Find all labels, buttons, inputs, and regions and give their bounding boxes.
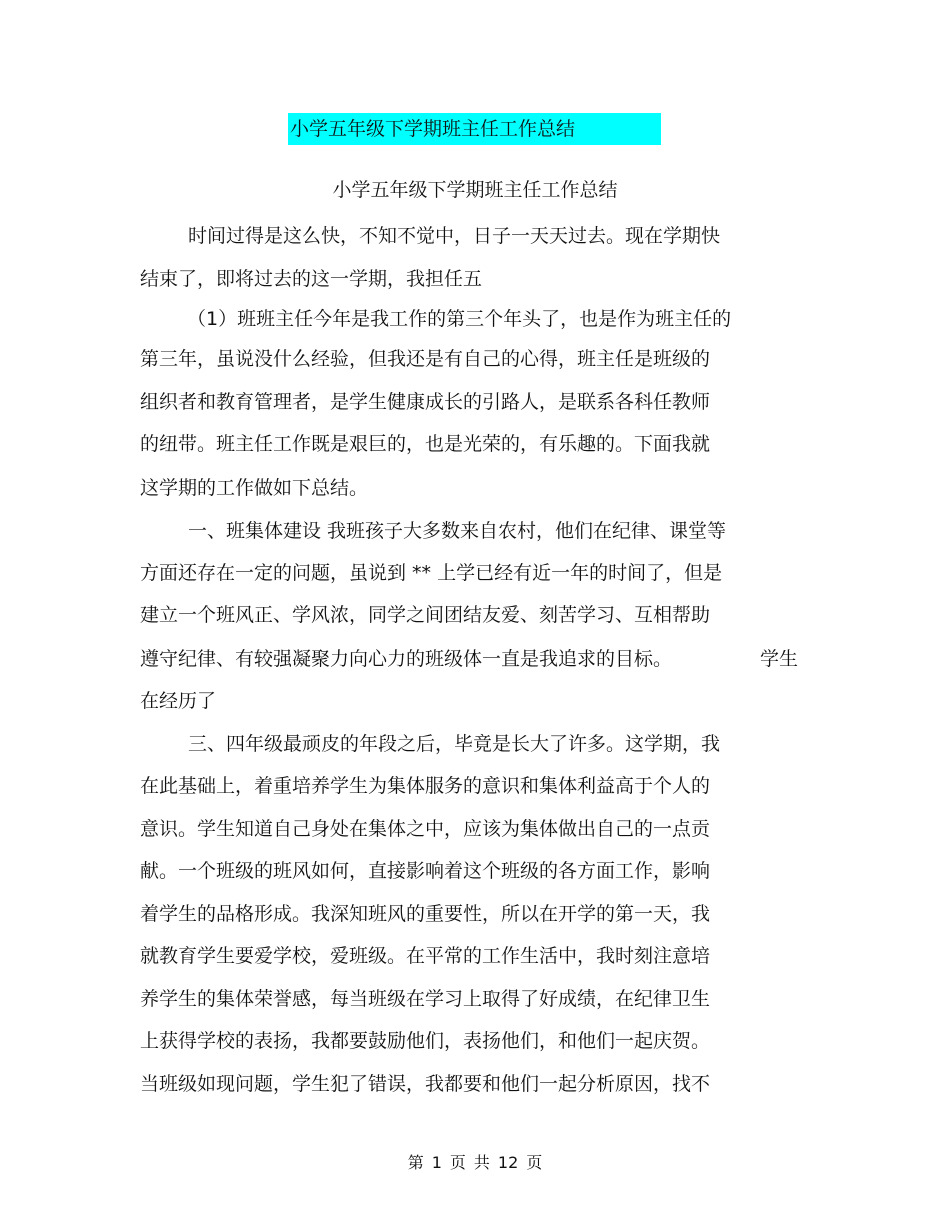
paragraph-line: 时间过得是这么快，不知不觉中，日子一天天过去。现在学期快 <box>188 225 721 247</box>
footer-page-number: 1 <box>431 1153 442 1172</box>
paragraph-line: 结束了，即将过去的这一学期，我担任五 <box>140 268 483 290</box>
paragraph-line: 建立一个班风正、学风浓，同学之间团结友爱、刻苦学习、互相帮助 <box>140 604 711 626</box>
footer-total-unit: 页 <box>526 1153 543 1172</box>
document-title-banner: 小学五年级下学期班主任工作总结 <box>288 113 661 145</box>
paragraph-line: 这学期的工作做如下总结。 <box>140 477 369 499</box>
paragraph-line: 上获得学校的表扬，我都要鼓励他们，表扬他们，和他们一起庆贺。 <box>140 1030 711 1052</box>
paragraph-line: 在经历了 <box>140 690 217 712</box>
footer-page-unit: 页 <box>449 1153 466 1172</box>
paragraph-line: 方面还存在一定的问题，虽说到 ** 上学已经有近一年的时间了，但是 <box>140 562 723 584</box>
footer-total-label: 共 <box>473 1153 490 1172</box>
page-footer <box>0 1151 950 1175</box>
paragraph-line: 一、班集体建设 我班孩子大多数来自农村，他们在纪律、课堂等 <box>188 520 727 542</box>
paragraph-line: 在此基础上，着重培养学生为集体服务的意识和集体利益高于个人的 <box>140 775 711 797</box>
paragraph-line: 献。一个班级的班风如何，直接影响着这个班级的各方面工作，影响 <box>140 860 711 882</box>
paragraph-line: 学生 <box>760 648 799 670</box>
paragraph-line: 第三年，虽说没什么经验，但我还是有自己的心得，班主任是班级的 <box>140 348 711 370</box>
paragraph-line: 着学生的品格形成。我深知班风的重要性，所以在开学的第一天，我 <box>140 903 711 925</box>
paragraph-line: 当班级如现问题，学生犯了错误，我都要和他们一起分析原因，找不 <box>140 1073 711 1095</box>
paragraph-line: 组织者和教育管理者，是学生健康成长的引路人，是联系各科任教师 <box>140 391 711 413</box>
paragraph-line: 养学生的集体荣誉感，每当班级在学习上取得了好成绩，在纪律卫生 <box>140 988 711 1010</box>
paragraph-line: 三、四年级最顽皮的年段之后，毕竟是长大了许多。这学期，我 <box>188 733 721 755</box>
footer-page-label: 第 <box>407 1153 424 1172</box>
paragraph-line: 就教育学生要爱学校，爱班级。在平常的工作生活中，我时刻注意培 <box>140 945 711 967</box>
paragraph-line: （1）班班主任今年是我工作的第三个年头了，也是作为班主任的 <box>187 308 732 330</box>
paragraph-line: 的纽带。班主任工作既是艰巨的，也是光荣的，有乐趣的。下面我就 <box>140 433 711 455</box>
footer-total-pages: 12 <box>497 1153 519 1172</box>
paragraph-line: 遵守纪律、有较强凝聚力向心力的班级体一直是我追求的目标。 <box>140 648 673 670</box>
document-subtitle: 小学五年级下学期班主任工作总结 <box>332 179 618 201</box>
paragraph-line: 意识。学生知道自己身处在集体之中，应该为集体做出自己的一点贡 <box>140 818 711 840</box>
